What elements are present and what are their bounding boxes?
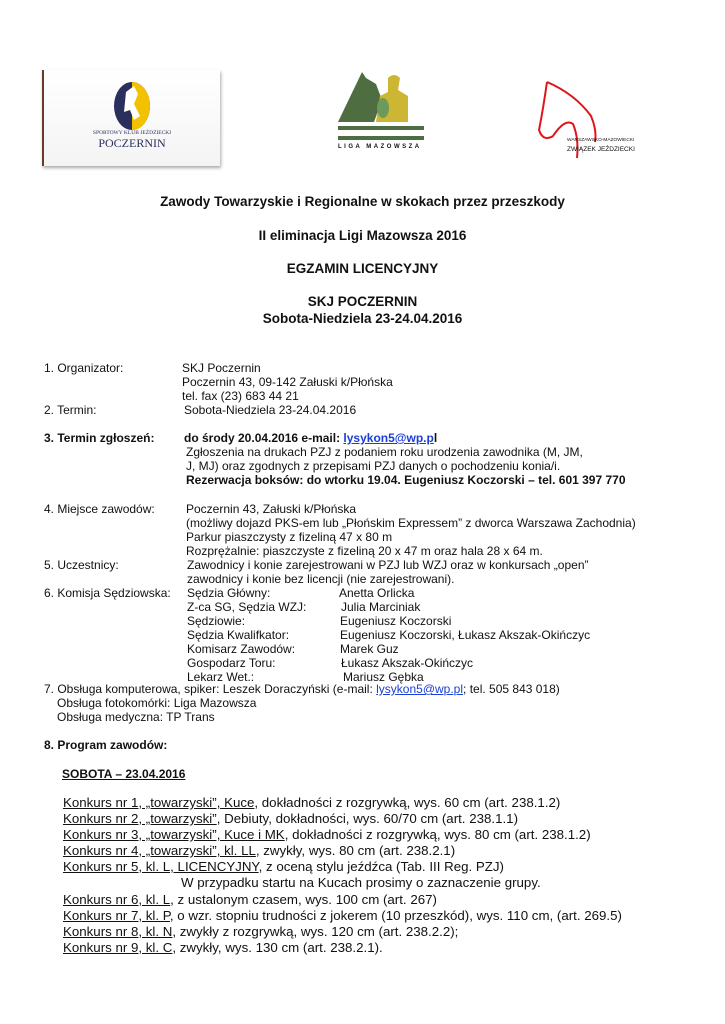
competition-desc: , Debiuty, dokładności, wys. 60/70 cm (art. 238.1.1) — [216, 811, 518, 826]
competition-item — [63, 892, 437, 908]
competition-name: Konkurs nr 6, kl. L — [63, 892, 171, 907]
section-label: 5. Uczestnicy: — [44, 558, 119, 572]
email-link[interactable]: lysykon5@wp.p — [343, 431, 434, 445]
competition-item — [63, 859, 504, 875]
judge-role: Lekarz Wet.: — [187, 670, 255, 684]
text-line: J, MJ) oraz zgodnych z przepisami PZJ danych o pochodzeniu konia/i. — [186, 459, 561, 473]
competition-item — [63, 827, 591, 843]
text-line: Poczernin 43, Załuski k/Płońska — [186, 502, 357, 516]
judge-name: Mariusz Gębka — [343, 670, 424, 684]
judge-name: Marek Guz — [340, 642, 399, 656]
competition-note: W przypadku startu na Kucach prosimy o zaznaczenie grupy. — [181, 875, 541, 890]
judge-name: Julia Marciniak — [341, 600, 421, 614]
text-line: Poczernin 43, 09-142 Załuski k/Płońska — [182, 375, 393, 389]
judge-name: Anetta Orlicka — [339, 586, 415, 600]
text-line: Parkur piaszczysty z fizeliną 47 x 80 m — [186, 530, 393, 544]
competition-desc: , dokładności z rozgrywką, wys. 80 cm (art. 238.1.2) — [284, 827, 591, 842]
judge-name: Eugeniusz Koczorski, Łukasz Akszak-Okińczyc — [340, 628, 591, 642]
competition-item — [63, 843, 455, 859]
competition-item — [63, 940, 383, 956]
text: ; tel. 505 843 018) — [463, 682, 560, 696]
horse-rider-emblem-icon — [336, 66, 428, 146]
judge-name: Łukasz Akszak-Okińczyc — [341, 656, 474, 670]
competition-name: Konkurs nr 9, kl. C — [63, 940, 173, 955]
judge-role: Sędzia Główny: — [187, 586, 271, 600]
competition-desc: , zwykły, wys. 130 cm (art. 238.2.1). — [172, 940, 383, 955]
competition-desc: , dokładności z rozgrywką, wys. 60 cm (art. 238.1.2) — [254, 795, 561, 810]
text: do środy 20.04.2016 e-mail: — [184, 431, 344, 445]
text-line: (możliwy dojazd PKS-em lub „Płońskim Expressem” z dworca Warszawa Zachodnia) — [186, 516, 636, 530]
text-line: Rezerwacja boksów: do wtorku 19.04. Eugeniusz Koczorski – tel. 601 397 770 — [186, 473, 626, 487]
competition-item — [63, 795, 560, 811]
competition-desc: , zwykły, wys. 80 cm (art. 238.2.1) — [255, 843, 456, 858]
logo-text: SPORTOWY KLUB JEŹDZIECKI — [92, 130, 172, 136]
competition-name: Konkurs nr 1, „towarzyski”, Kuce — [63, 795, 255, 810]
competition-item — [63, 811, 518, 827]
competition-desc: , zwykły z rozgrywką, wys. 120 cm (art. 238.2.2); — [172, 924, 459, 939]
horse-emblem-icon — [44, 70, 220, 166]
section-label: 4. Miejsce zawodów: — [44, 502, 155, 516]
text: 7. Obsługa komputerowa, spiker: Leszek Doraczyński (e-mail: — [44, 682, 377, 696]
section-7-line — [44, 682, 560, 696]
section-label: 2. Termin: — [44, 403, 97, 417]
competition-desc: , o wzr. stopniu trudności z jokerem (10 przeszkód), wys. 110 cm, (art. 269.5) — [169, 908, 622, 923]
logo-text: LIGA MAZOWSZA — [338, 144, 422, 150]
section-label: 8. Program zawodów: — [44, 738, 168, 752]
logo-text: ZWIĄZEK JEŹDZIECKI — [567, 146, 635, 153]
text-line: SKJ Poczernin — [182, 361, 261, 375]
text-line: Rozprężalnie: piaszczyste z fizeliną 20 x 47 m oraz hala 28 x 64 m. — [186, 544, 543, 558]
text-line: zawodnicy i konie bez licencji (nie zarejestrowani). — [187, 572, 455, 586]
organizer-title: SKJ POCZERNIN — [307, 294, 418, 309]
subtitle: EGZAMIN LICENCYJNY — [286, 261, 439, 276]
day-heading: SOBOTA – 23.04.2016 — [62, 767, 186, 781]
wmzj-logo — [535, 80, 645, 162]
competition-item — [63, 924, 458, 940]
date-title: Sobota-Niedziela 23-24.04.2016 — [262, 311, 463, 326]
text-line: Sobota-Niedziela 23-24.04.2016 — [184, 403, 357, 417]
text: l — [433, 431, 438, 445]
liga-mazowsza-logo — [336, 66, 428, 156]
judge-role: Gospodarz Toru: — [187, 656, 276, 670]
deadline-line — [184, 431, 437, 445]
document-title: Zawody Towarzyskie i Regionalne w skokach przez przeszkody — [160, 194, 565, 209]
logo-text: WARSZAWSKO-MAZOWIECKI — [567, 138, 635, 143]
logo-text: POCZERNIN — [98, 136, 166, 150]
competition-name: Konkurs nr 2, „towarzyski” — [63, 811, 217, 826]
poczernin-logo — [42, 70, 220, 166]
judge-role: Z-ca SG, Sędzia WZJ: — [187, 600, 307, 614]
competition-item — [63, 908, 622, 924]
competition-name: Konkurs nr 3, „towarzyski”, Kuce i MK — [63, 827, 285, 842]
section-label: 1. Organizator: — [44, 361, 124, 375]
competition-name: Konkurs nr 7, kl. P — [63, 908, 170, 923]
subtitle: II eliminacja Ligi Mazowsza 2016 — [258, 228, 467, 243]
competition-desc: , z oceną stylu jeźdźca (Tab. III Reg. PZJ) — [258, 859, 504, 874]
judge-name: Eugeniusz Koczorski — [340, 614, 452, 628]
email-link[interactable]: lysykon5@wp.pl — [376, 682, 464, 696]
text-line: tel. fax (23) 683 44 21 — [182, 389, 299, 403]
competition-name: Konkurs nr 5, kl. L, LICENCYJNY — [63, 859, 259, 874]
section-label: 6. Komisja Sędziowska: — [44, 586, 171, 600]
judge-role: Komisarz Zawodów: — [187, 642, 296, 656]
competition-desc: , z ustalonym czasem, wys. 100 cm (art. 267) — [170, 892, 437, 907]
competition-name: Konkurs nr 8, kl. N — [63, 924, 173, 939]
judge-role: Sędzia Kwalifkator: — [187, 628, 290, 642]
text-line: Obsługa fotokomórki: Liga Mazowsza — [57, 696, 257, 710]
section-label: 3. Termin zgłoszeń: — [44, 431, 155, 445]
text-line: Zawodnicy i konie zarejestrowani w PZJ lub WZJ oraz w konkursach „open” — [187, 558, 589, 572]
text-line: Obsługa medyczna: TP Trans — [57, 710, 215, 724]
competition-name: Konkurs nr 4, „towarzyski”, kl. LL — [63, 843, 256, 858]
judge-role: Sędziowie: — [187, 614, 246, 628]
text-line: Zgłoszenia na drukach PZJ z podaniem roku urodzenia zawodnika (M, JM, — [186, 445, 583, 459]
